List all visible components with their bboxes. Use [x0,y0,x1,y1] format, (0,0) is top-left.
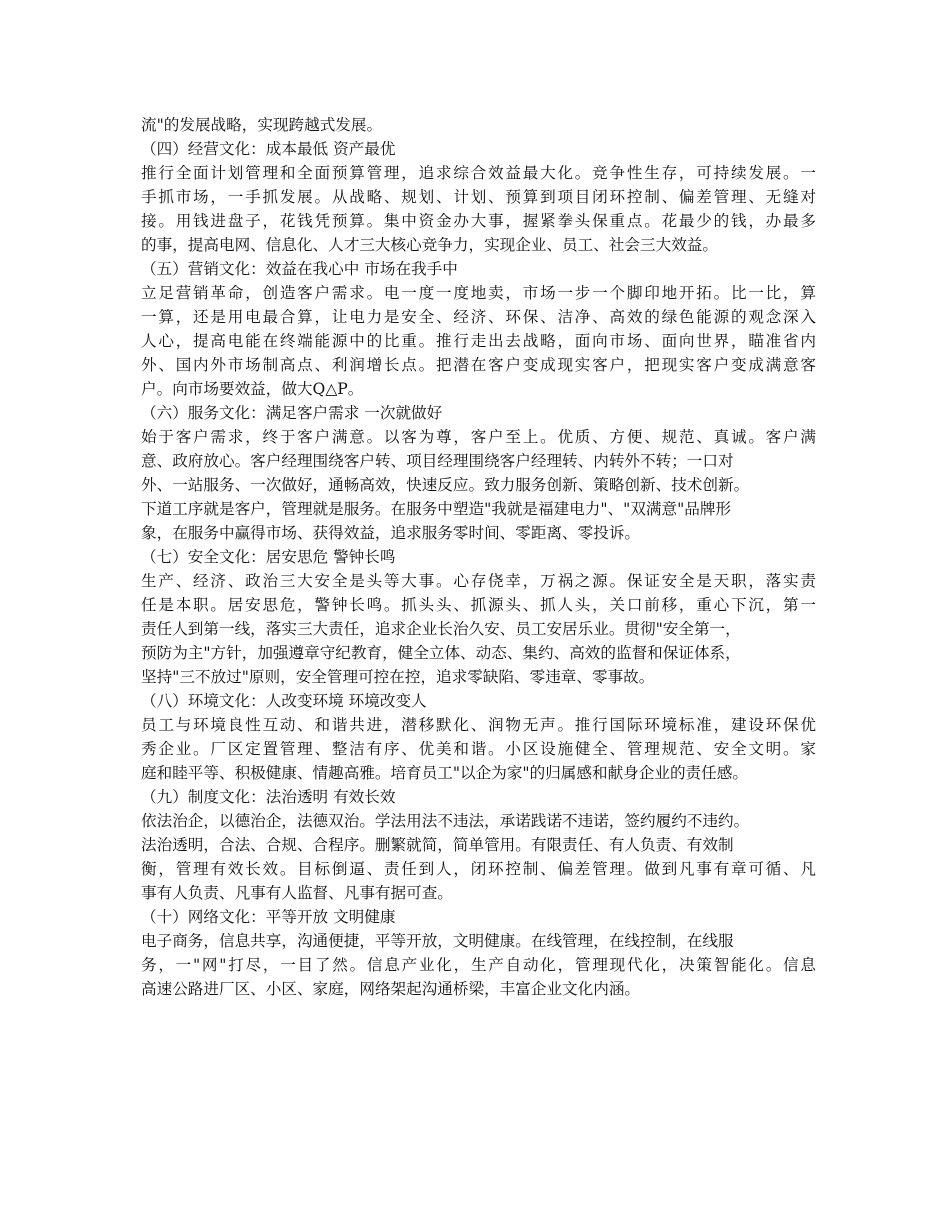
heading-text: （六）服务文化：满足客户需求 一次就做好 [141,404,443,422]
text-line: 法治透明，合法、合规、合程序。删繁就简，简单管用。有限责任、有人负责、有效制 [141,836,734,854]
heading-text: （八）环境文化：人改变环境 环境改变人 [141,692,427,710]
text-line: 坚持"三不放过"原则，安全管理可控在控，追求零缺陷、零违章、零事故。 [141,668,655,686]
section-heading-institution [141,785,816,809]
paragraph [141,713,816,785]
paragraph [141,569,816,689]
text-line: 户。向市场要效益，做大Q△P。 [141,380,364,398]
text-line: 的事，提高电网、信息化、人才三大核心竞争力，实现企业、员工、社会三大效益。 [141,236,718,254]
text-line: 外、国内外市场制高点、利润增长点。把潜在客户变成现实客户，把现实客户变成满意客 [141,356,816,374]
text-line: 庭和睦平等、积极健康、情趣高雅。培育员工"以企为家"的归属感和献身企业的责任感。 [141,764,748,782]
text-line: 电子商务，信息共享，沟通便捷，平等开放，文明健康。在线管理，在线控制，在线服 [141,932,734,950]
text-line: 员工与环境良性互动、和谐共进，潜移默化、润物无声。推行国际环境标准，建设环保优 [141,716,816,734]
text-line: 事有人负责、凡事有人监督、凡事有据可查。 [141,884,453,902]
text-line: 意、政府放心。客户经理围绕客户转、项目经理围绕客户经理转、内转外不转；一口对 [141,452,734,470]
text-line: 象，在服务中赢得市场、获得效益，追求服务零时间、零距离、零投诉。 [141,524,641,542]
text-line: 人心，提高电能在终端能源中的比重。推行走出去战略，面向市场、面向世界，瞄准省内 [141,332,816,350]
text-line: 流"的发展战略，实现跨越式发展。 [141,116,383,134]
text-line: 下道工序就是客户，管理就是服务。在服务中塑造"我就是福建电力"、"双满意"品牌形 [141,500,732,518]
paragraph [141,929,816,1001]
section-heading-network [141,905,816,929]
text-line: 预防为主"方针，加强遵章守纪教育，健全立体、动态、集约、高效的监督和保证体系， [141,644,741,662]
text-line: 外、一站服务、一次做好，通畅高效，快速反应。致力服务创新、策略创新、技术创新。 [141,476,750,494]
text-line: 高速公路进厂区、小区、家庭，网络架起沟通桥梁，丰富企业文化内涵。 [141,980,641,998]
text-line: 推行全面计划管理和全面预算管理，追求综合效益最大化。竞争性生存，可持续发展。一 [141,164,816,182]
paragraph [141,161,816,257]
heading-text: （七）安全文化：居安思危 警钟长鸣 [141,548,396,566]
text-line: 责任人到第一线，落实三大责任，追求企业长治久安、员工安居乐业。贯彻"安全第一， [141,620,741,638]
heading-text: （十）网络文化：平等开放 文明健康 [141,908,396,926]
text-line: 一算，还是用电最合算，让电力是安全、经济、环保、洁净、高效的绿色能源的观念深入 [141,308,816,326]
text-line: 手抓市场，一手抓发展。从战略、规划、计划、预算到项目闭环控制、偏差管理、无缝对 [141,188,816,206]
paragraph [141,281,816,401]
paragraph [141,113,816,137]
text-line: 始于客户需求，终于客户满意。以客为尊，客户至上。优质、方便、规范、真诚。客户满 [141,428,816,446]
heading-text: （四）经营文化：成本最低 资产最优 [141,140,396,158]
text-line: 接。用钱进盘子，花钱凭预算。集中资金办大事，握紧拳头保重点。花最少的钱，办最多 [141,212,816,230]
text-line: 务，一"网"打尽，一目了然。信息产业化，生产自动化，管理现代化，决策智能化。信息 [141,956,816,974]
section-heading-marketing [141,257,816,281]
text-line: 依法治企，以德治企，法德双治。学法用法不违法，承诺践诺不违诺，签约履约不违约。 [141,812,750,830]
paragraph [141,809,816,905]
text-line: 任是本职。居安思危，警钟长鸣。抓头头、抓源头、抓人头，关口前移，重心下沉，第一 [141,596,816,614]
section-heading-environment [141,689,816,713]
text-line: 生产、经济、政治三大安全是头等大事。心存侥幸，万祸之源。保证安全是天职，落实责 [141,572,816,590]
text-line: 秀企业。厂区定置管理、整洁有序、优美和谐。小区设施健全、管理规范、安全文明。家 [141,740,816,758]
section-heading-service [141,401,816,425]
text-line: 立足营销革命，创造客户需求。电一度一度地卖，市场一步一个脚印地开拓。比一比，算 [141,284,816,302]
section-heading-safety [141,545,816,569]
heading-text: （九）制度文化：法治透明 有效长效 [141,788,396,806]
text-line: 衡，管理有效长效。目标倒逼、责任到人，闭环控制、偏差管理。做到凡事有章可循、凡 [141,860,816,878]
section-heading-operations [141,137,816,161]
paragraph [141,425,816,545]
heading-text: （五）营销文化：效益在我心中 市场在我手中 [141,260,458,278]
document-body [141,113,816,1001]
